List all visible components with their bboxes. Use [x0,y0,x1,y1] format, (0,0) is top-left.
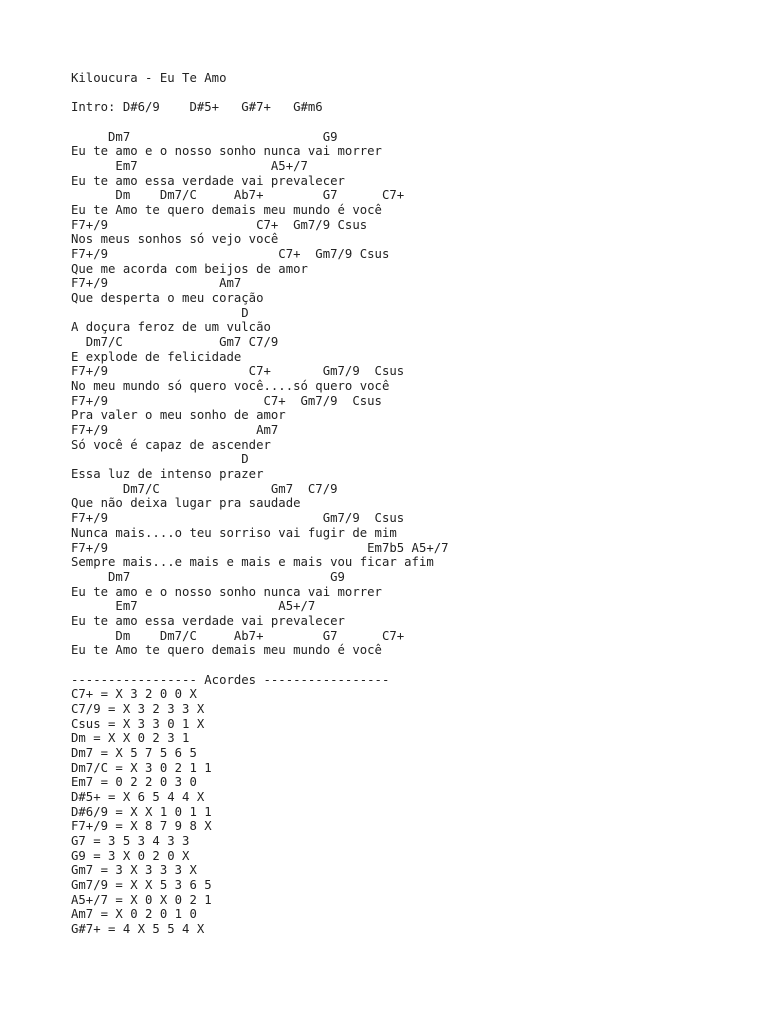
text-line: Gm7/9 = X X 5 3 6 5 [71,877,212,892]
text-line: E explode de felicidade [71,349,242,364]
text-line: Dm7 G9 [71,129,338,144]
text-line: Csus = X 3 3 0 1 X [71,716,205,731]
text-line: Que desperta o meu coração [71,291,264,306]
text-line: Gm7 = 3 X 3 3 3 X [71,863,197,878]
text-line: C7/9 = X 3 2 3 3 X [71,701,205,716]
text-line: Dm7/C Gm7 C7/9 [71,335,279,350]
text-line: D#6/9 = X X 1 0 1 1 [71,804,212,819]
text-line: Pra valer o meu sonho de amor [71,408,286,423]
text-line [71,86,449,101]
text-line: Nunca mais....o teu sorriso vai fugir de mim [71,525,397,540]
text-line: D#5+ = X 6 5 4 4 X [71,789,205,804]
text-line: F7+/9 Am7 [71,276,242,291]
text-line: Dm7/C Gm7 C7/9 [71,481,338,496]
text-line: A doçura feroz de um vulcão [71,320,271,335]
text-line: F7+/9 = X 8 7 9 8 X [71,819,212,834]
text-line: Eu te amo essa verdade vai prevalecer [71,173,345,188]
text-line: F7+/9 Am7 [71,423,279,438]
text-line: Am7 = X 0 2 0 1 0 [71,907,197,922]
text-line: Eu te amo essa verdade vai prevalecer [71,613,345,628]
text-line [71,658,449,673]
text-line: No meu mundo só quero você....só quero você [71,379,390,394]
text-line: ----------------- Acordes ----------------- [71,672,390,687]
text-line: Eu te amo e o nosso sonho nunca vai morrer [71,584,382,599]
text-line: D [71,305,249,320]
text-line: F7+/9 Gm7/9 Csus [71,511,405,526]
chord-sheet [71,71,449,937]
text-line: F7+/9 C7+ Gm7/9 Csus [71,247,390,262]
text-line: Só você é capaz de ascender [71,437,271,452]
text-line: F7+/9 C7+ Gm7/9 Csus [71,364,405,379]
text-line [71,115,449,130]
text-line: D [71,452,249,467]
text-line: F7+/9 Em7b5 A5+/7 [71,540,449,555]
song-title: Kiloucura - Eu Te Amo [71,71,227,85]
text-line: Dm7 G9 [71,569,345,584]
text-line: Em7 = 0 2 2 0 3 0 [71,775,197,790]
text-line: Em7 A5+/7 [71,159,308,174]
text-line: F7+/9 C7+ Gm7/9 Csus [71,393,382,408]
text-line: Que me acorda com beijos de amor [71,261,308,276]
text-line: F7+/9 C7+ Gm7/9 Csus [71,217,368,232]
text-line: Nos meus sonhos só vejo você [71,232,279,247]
text-line: Em7 A5+/7 [71,599,316,614]
text-line: A5+/7 = X 0 X 0 2 1 [71,892,212,907]
text-line: Dm7/C = X 3 0 2 1 1 [71,760,212,775]
text-line: Eu te Amo te quero demais meu mundo é você [71,643,382,658]
text-line: Sempre mais...e mais e mais e mais vou ficar afim [71,555,434,570]
text-line: G9 = 3 X 0 2 0 X [71,848,190,863]
text-line: Que não deixa lugar pra saudade [71,496,301,511]
text-line: Essa luz de intenso prazer [71,467,264,482]
text-line: G#7+ = 4 X 5 5 4 X [71,921,205,936]
text-line: Eu te amo e o nosso sonho nunca vai morrer [71,144,382,159]
text-line: Dm Dm7/C Ab7+ G7 C7+ [71,628,405,643]
text-line: C7+ = X 3 2 0 0 X [71,687,197,702]
text-line: Intro: D#6/9 D#5+ G#7+ G#m6 [71,100,323,115]
text-line: Dm7 = X 5 7 5 6 5 [71,745,197,760]
text-line: Eu te Amo te quero demais meu mundo é você [71,203,382,218]
text-line: Dm = X X 0 2 3 1 [71,731,190,746]
text-line: Dm Dm7/C Ab7+ G7 C7+ [71,188,405,203]
text-line: G7 = 3 5 3 4 3 3 [71,833,190,848]
